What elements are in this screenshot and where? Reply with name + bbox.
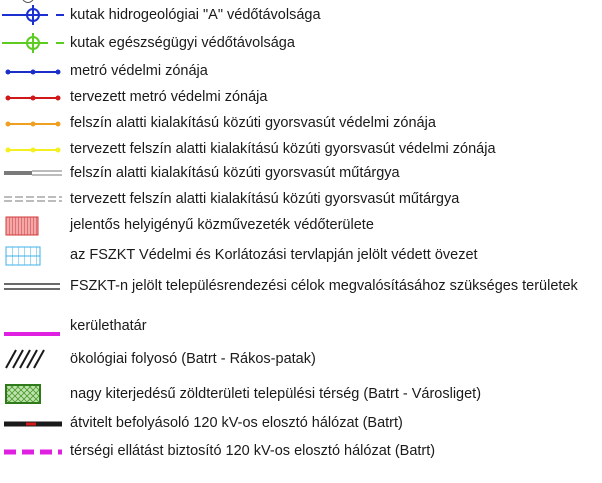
- well-protection-crosshair-green-icon: [0, 30, 66, 56]
- gray-double-line-icon: [0, 274, 66, 300]
- legend-label: FSZKT-n jelölt településrendezési célok megvalósításához szükséges területek: [70, 278, 578, 294]
- line-dots-red-icon: [0, 84, 66, 110]
- legend-label: felszín alatti kialakítású közúti gyorsvasút védelmi zónája: [70, 114, 436, 131]
- legend-label: tervezett felszín alatti kialakítású közúti gyorsvasút műtárgya: [70, 190, 460, 207]
- legend-label: tervezett felszín alatti kialakítású közúti gyorsvasút védelmi zónája: [70, 140, 496, 157]
- legend-label: nagy kiterjedésű zöldterületi települési térség (Batrt - Városliget): [70, 385, 482, 402]
- structure-solid-double-line-icon: [0, 160, 66, 186]
- line-dots-blue-icon: [0, 58, 66, 84]
- black-red-dashed-line-icon: [0, 410, 66, 436]
- green-crosshatch-box-icon: [0, 381, 66, 407]
- red-hatched-box-icon: [0, 212, 66, 238]
- structure-dashed-double-line-icon: [0, 186, 66, 212]
- legend-label: tervezett metró védelmi zónája: [70, 88, 268, 105]
- line-dots-orange-icon: [0, 110, 66, 136]
- magenta-thick-line-icon: [0, 318, 66, 344]
- legend-label: metró védelmi zónája: [70, 62, 208, 79]
- legend-label: az FSZKT Védelmi és Korlátozási tervlapján jelölt védett övezet: [70, 246, 478, 263]
- legend-label: térségi ellátást biztosító 120 kV-os elosztó hálózat (Batrt): [70, 442, 436, 459]
- legend-label: jelentős helyigényű közművezeték védőterülete: [70, 216, 374, 233]
- blue-grid-box-icon: [0, 242, 66, 268]
- legend-label: kutak egészségügyi védőtávolsága: [70, 34, 295, 51]
- legend-label: kerülethatár: [70, 318, 147, 334]
- legend-label: kutak hidrogeológiai "A" védőtávolsága: [70, 6, 321, 23]
- legend-label: felszín alatti kialakítású közúti gyorsvasút műtárgya: [70, 164, 400, 181]
- legend-label: átvitelt befolyásoló 120 kV-os elosztó hálózat (Batrt): [70, 414, 403, 431]
- legend-label: ökológiai folyosó (Batrt - Rákos-patak): [70, 350, 316, 367]
- well-protection-crosshair-blue-icon: [0, 2, 66, 28]
- diagonal-hatch-icon: [0, 346, 66, 372]
- magenta-dashed-line-icon: [0, 438, 66, 464]
- line-dots-yellow-icon: [0, 136, 66, 162]
